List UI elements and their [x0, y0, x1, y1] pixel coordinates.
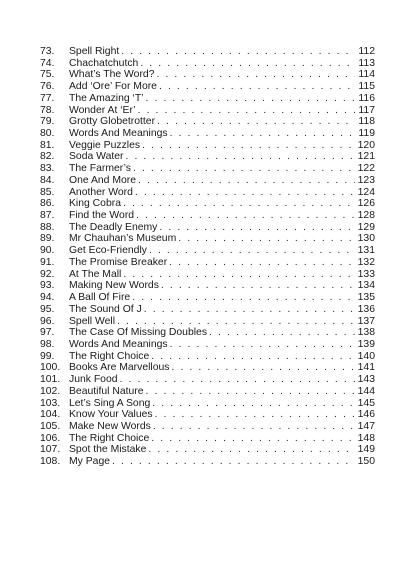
entry-title: Know Your Values	[69, 409, 153, 421]
toc-entry[interactable]	[40, 257, 375, 269]
toc-entry[interactable]	[40, 456, 375, 468]
entry-title: Making New Words	[69, 280, 159, 292]
entry-number: 78.	[40, 104, 55, 116]
toc-entry[interactable]	[40, 187, 375, 199]
entry-title: Books Are Marvellous	[69, 362, 170, 374]
entry-number: 92.	[40, 268, 55, 280]
dot-leader	[120, 374, 355, 386]
entry-page-number: 121	[357, 151, 375, 163]
entry-number: 81.	[40, 139, 55, 151]
toc-entry[interactable]	[40, 362, 375, 374]
dot-leader	[138, 175, 355, 187]
entry-title: Soda Water	[69, 151, 124, 163]
toc-entry[interactable]	[40, 175, 375, 187]
entry-number: 87.	[40, 210, 55, 222]
toc-entry[interactable]	[40, 280, 375, 292]
dot-leader	[125, 151, 355, 163]
entry-number: 104.	[40, 409, 61, 421]
entry-page-number: 122	[357, 163, 375, 175]
toc-entry[interactable]	[40, 292, 375, 304]
dot-leader	[170, 339, 355, 351]
entry-page-number: 131	[357, 245, 375, 257]
dot-leader	[117, 316, 355, 328]
entry-number: 99.	[40, 350, 55, 362]
entry-title: Grotty Globetrotter	[69, 116, 156, 128]
entry-title: The Amazing ‘T’	[69, 92, 144, 104]
entry-title: Chachatchutch	[69, 57, 139, 69]
entry-title: Words And Meanings	[69, 338, 168, 350]
entry-number: 105.	[40, 420, 61, 432]
dot-leader	[151, 433, 355, 445]
toc-entry[interactable]	[40, 69, 375, 81]
dot-leader	[149, 245, 355, 257]
entry-title: The Case Of Missing Doubles	[69, 327, 208, 339]
entry-page-number: 149	[357, 444, 375, 456]
dot-leader	[159, 81, 355, 93]
toc-entry[interactable]	[40, 304, 375, 316]
toc-entry[interactable]	[40, 46, 375, 58]
entry-number: 90.	[40, 245, 55, 257]
toc-entry[interactable]	[40, 58, 375, 70]
dot-leader	[112, 456, 355, 468]
entry-number: 107.	[40, 444, 61, 456]
entry-page-number: 147	[357, 420, 375, 432]
entry-title: The Right Choice	[69, 432, 150, 444]
entry-page-number: 139	[357, 338, 375, 350]
entry-number: 77.	[40, 92, 55, 104]
toc-entry[interactable]	[40, 269, 375, 281]
entry-page-number: 141	[357, 362, 375, 374]
entry-title: The Promise Breaker	[69, 256, 168, 268]
entry-number: 106.	[40, 432, 61, 444]
toc-entry[interactable]	[40, 128, 375, 140]
entry-page-number: 138	[357, 327, 375, 339]
entry-page-number: 112	[358, 45, 375, 57]
toc-entry[interactable]	[40, 93, 375, 105]
entry-number: 83.	[40, 163, 55, 175]
entry-page-number: 115	[358, 81, 375, 93]
toc-entry[interactable]	[40, 245, 375, 257]
entry-title: The Right Choice	[69, 350, 150, 362]
entry-number: 76.	[40, 81, 55, 93]
entry-title: Words And Meanings	[69, 128, 168, 140]
dot-leader	[169, 257, 355, 269]
entry-number: 79.	[40, 116, 55, 128]
entry-title: What’s The Word?	[69, 69, 155, 81]
toc-entry[interactable]	[40, 116, 375, 128]
table-of-contents	[40, 46, 375, 468]
entry-number: 96.	[40, 315, 55, 327]
entry-page-number: 119	[358, 128, 375, 140]
entry-title: Make New Words	[69, 420, 151, 432]
toc-entry[interactable]	[40, 386, 375, 398]
entry-title: Spot the Mistake	[69, 444, 147, 456]
entry-number: 80.	[40, 128, 55, 140]
toc-entry[interactable]	[40, 444, 375, 456]
entry-title: Beautiful Nature	[69, 385, 144, 397]
toc-entry[interactable]	[40, 163, 375, 175]
entry-title: Wonder At ‘Er’	[69, 104, 136, 116]
toc-entry[interactable]	[40, 351, 375, 363]
entry-number: 86.	[40, 198, 55, 210]
toc-entry[interactable]	[40, 140, 375, 152]
entry-number: 101.	[40, 374, 61, 386]
toc-entry[interactable]	[40, 151, 375, 163]
entry-number: 88.	[40, 221, 55, 233]
entry-number: 100.	[40, 362, 61, 374]
dot-leader	[132, 292, 355, 304]
dot-leader	[172, 362, 356, 374]
dot-leader	[209, 327, 355, 339]
entry-title: The Sound Of J	[69, 303, 142, 315]
dot-leader	[135, 187, 355, 199]
entry-title: Veggie Puzzles	[69, 139, 141, 151]
entry-page-number: 143	[357, 374, 375, 386]
toc-entry[interactable]	[40, 327, 375, 339]
toc-entry[interactable]	[40, 234, 375, 246]
dot-leader	[155, 409, 355, 421]
entry-page-number: 148	[357, 432, 375, 444]
entry-title: Spell Right	[69, 45, 120, 57]
entry-title: A Ball Of Fire	[69, 292, 131, 304]
dot-leader	[153, 421, 355, 433]
toc-entry[interactable]	[40, 81, 375, 93]
entry-title: Find the Word	[69, 210, 135, 222]
entry-number: 73.	[40, 45, 55, 57]
toc-entry[interactable]	[40, 421, 375, 433]
entry-page-number: 129	[357, 221, 375, 233]
entry-number: 85.	[40, 186, 55, 198]
dot-leader	[146, 386, 355, 398]
entry-number: 108.	[40, 456, 61, 468]
toc-entry[interactable]	[40, 374, 375, 386]
entry-title: Let’s Sing A Song	[69, 397, 151, 409]
entry-number: 95.	[40, 303, 55, 315]
dot-leader	[161, 280, 355, 292]
toc-entry[interactable]	[40, 398, 375, 410]
dot-leader	[178, 233, 355, 245]
toc-entry[interactable]	[40, 222, 375, 234]
entry-page-number: 126	[357, 198, 375, 210]
entry-number: 89.	[40, 233, 55, 245]
entry-title: At The Mall	[69, 268, 122, 280]
entry-number: 97.	[40, 327, 55, 339]
toc-entry[interactable]	[40, 198, 375, 210]
entry-page-number: 134	[357, 280, 375, 292]
entry-title: Junk Food	[69, 374, 118, 386]
entry-number: 82.	[40, 151, 55, 163]
entry-title: The Farmer’s	[69, 163, 131, 175]
toc-entry[interactable]	[40, 433, 375, 445]
dot-leader	[151, 351, 355, 363]
entry-page-number: 137	[357, 315, 375, 327]
toc-entry[interactable]	[40, 339, 375, 351]
entry-page-number: 140	[357, 350, 375, 362]
toc-entry[interactable]	[40, 316, 375, 328]
dot-leader	[123, 269, 355, 281]
dot-leader	[156, 69, 355, 81]
dot-leader	[123, 198, 355, 210]
toc-entry[interactable]	[40, 409, 375, 421]
entry-page-number: 128	[357, 210, 375, 222]
entry-page-number: 132	[357, 256, 375, 268]
entry-number: 75.	[40, 69, 55, 81]
entry-page-number: 117	[358, 104, 375, 116]
entry-title: King Cobra	[69, 198, 121, 210]
entry-page-number: 145	[357, 397, 375, 409]
dot-leader	[140, 58, 355, 70]
dot-leader	[146, 93, 356, 105]
entry-page-number: 133	[357, 268, 375, 280]
entry-number: 98.	[40, 338, 55, 350]
entry-title: Another Word	[69, 186, 133, 198]
entry-number: 102.	[40, 385, 61, 397]
entry-number: 74.	[40, 57, 55, 69]
dot-leader	[148, 444, 355, 456]
entry-page-number: 130	[357, 233, 375, 245]
entry-page-number: 123	[357, 174, 375, 186]
entry-title: One And More	[69, 174, 137, 186]
entry-page-number: 135	[357, 292, 375, 304]
dot-leader	[138, 105, 355, 117]
dot-leader	[121, 46, 355, 58]
entry-number: 93.	[40, 280, 55, 292]
dot-leader	[152, 398, 355, 410]
entry-page-number: 120	[357, 139, 375, 151]
entry-page-number: 150	[357, 456, 375, 468]
entry-title: The Deadly Enemy	[69, 221, 158, 233]
entry-number: 91.	[40, 256, 55, 268]
entry-page-number: 144	[357, 385, 375, 397]
entry-page-number: 113	[358, 57, 375, 69]
dot-leader	[157, 116, 355, 128]
entry-title: My Page	[69, 456, 111, 468]
dot-leader	[159, 222, 355, 234]
entry-page-number: 124	[357, 186, 375, 198]
entry-title: Add ‘Ore’ For More	[69, 81, 157, 93]
entry-title: Get Eco-Friendly	[69, 245, 147, 257]
entry-number: 84.	[40, 174, 55, 186]
entry-number: 103.	[40, 397, 61, 409]
entry-page-number: 146	[357, 409, 375, 421]
toc-entry[interactable]	[40, 210, 375, 222]
entry-title: Spell Well	[69, 315, 116, 327]
dot-leader	[133, 163, 355, 175]
entry-page-number: 114	[358, 69, 375, 81]
entry-page-number: 116	[358, 92, 375, 104]
entry-number: 94.	[40, 292, 55, 304]
entry-page-number: 118	[358, 116, 375, 128]
entry-page-number: 136	[357, 303, 375, 315]
dot-leader	[136, 210, 355, 222]
dot-leader	[170, 128, 355, 140]
dot-leader	[144, 304, 355, 316]
toc-entry[interactable]	[40, 105, 375, 117]
dot-leader	[142, 140, 355, 152]
entry-title: Mr Chauhan’s Museum	[69, 233, 177, 245]
